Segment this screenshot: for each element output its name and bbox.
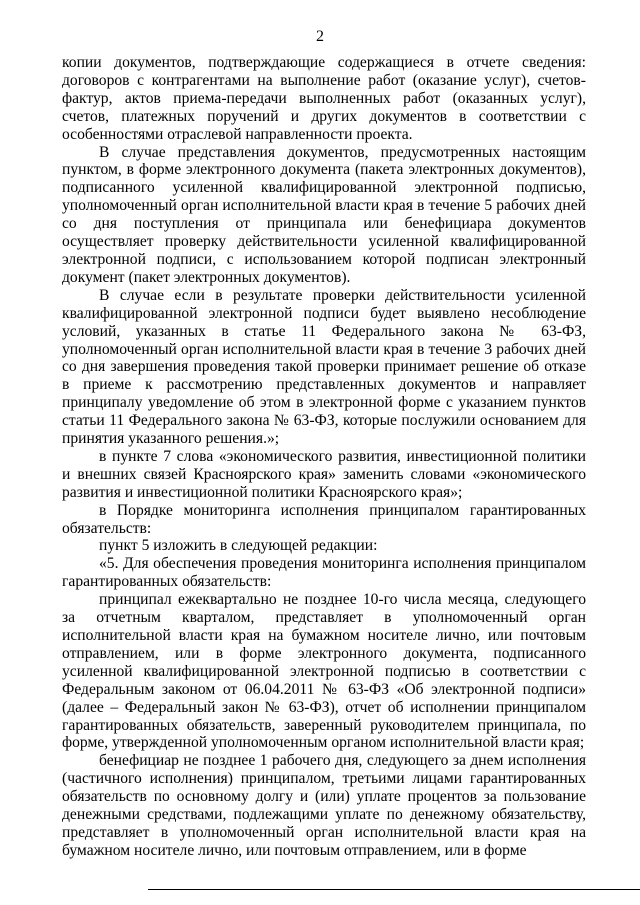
paragraph: бенефициар не позднее 1 рабочего дня, следующего за днем исполнения (частичного исполнения) принципалом, третьими лицами гарантированных обязательств по основному долгу и (или) уплате процентов за пользование денежными средствами, подлежащими уплате по денежному обязательству, представляет в уполномоченный орган исполнительной власти края на бумажном носителе лично, или почтовым отправлением, или в форме bbox=[62, 752, 586, 859]
page-number: 2 bbox=[316, 28, 324, 45]
paragraph: В случае если в результате проверки действительности усиленной квалифицированной электронной подписи будет выявлено несоблюдение условий, указанных в статье 11 Федерального закона № 63-ФЗ, уполномоченный орган исполнительной власти края в течение 3 рабочих дней со дня завершения проведения такой проверки принимает решение об отказе в приеме к рассмотрению представленных документов и направляет принципалу уведомление об этом в электронной форме с указанием пунктов статьи 11 Федерального закона № 63-ФЗ, которые послужили основанием для принятия указанного решения.»; bbox=[62, 286, 586, 448]
paragraph: в пункте 7 слова «экономического развития, инвестиционной политики и внешних связей Красноярского края» заменить словами «экономического развития и инвестиционной политики Красноярского края»; bbox=[62, 447, 586, 501]
bottom-rule bbox=[148, 889, 640, 890]
paragraph: принципал ежеквартально не позднее 10-го числа месяца, следующего за отчетным кварталом, представляет в уполномоченный орган исполнительной власти края на бумажном носителе лично, или почтовым отправлением, или в форме электронного документа, подписанного усиленной квалифицированной электронной подписью в соответствии с Федеральным законом от 06.04.2011 № 63-ФЗ «Об электронной подписи» (далее – Федеральный закон № 63-ФЗ), отчет об исполнении принципалом гарантированных обязательств, заверенный руководителем принципала, по форме, утвержденной уполномоченным органом исполнительной власти края; bbox=[62, 591, 586, 752]
paragraph: копии документов, подтверждающие содержащиеся в отчете сведения: договоров с контрагентами на выполнение работ (оказание услуг), счетов-фактур, актов приема-передачи выполненных работ (оказанных услуг), счетов, платежных поручений и других документов в соответствии с особенностями отраслевой направленности проекта. bbox=[62, 54, 586, 143]
paragraph: в Порядке мониторинга исполнения принципалом гарантированных обязательств: bbox=[62, 501, 586, 537]
paragraph: пункт 5 изложить в следующей редакции: bbox=[99, 537, 378, 555]
paragraph: В случае представления документов, предусмотренных настоящим пунктом, в форме электронного документа (пакета электронных документов), подписанного усиленной квалифицированной электронной подписью, уполномоченный орган исполнительной власти края в течение 5 рабочих дней со дня поступления от принципала или бенефициара документов осуществляет проверку действительности усиленной квалифицированной электронной подписи, с использованием которой подписан электронный документ (пакет электронных документов). bbox=[62, 143, 586, 286]
document-body bbox=[62, 54, 586, 860]
paragraph: «5. Для обеспечения проведения мониторинга исполнения принципалом гарантированных обязательств: bbox=[62, 555, 586, 591]
